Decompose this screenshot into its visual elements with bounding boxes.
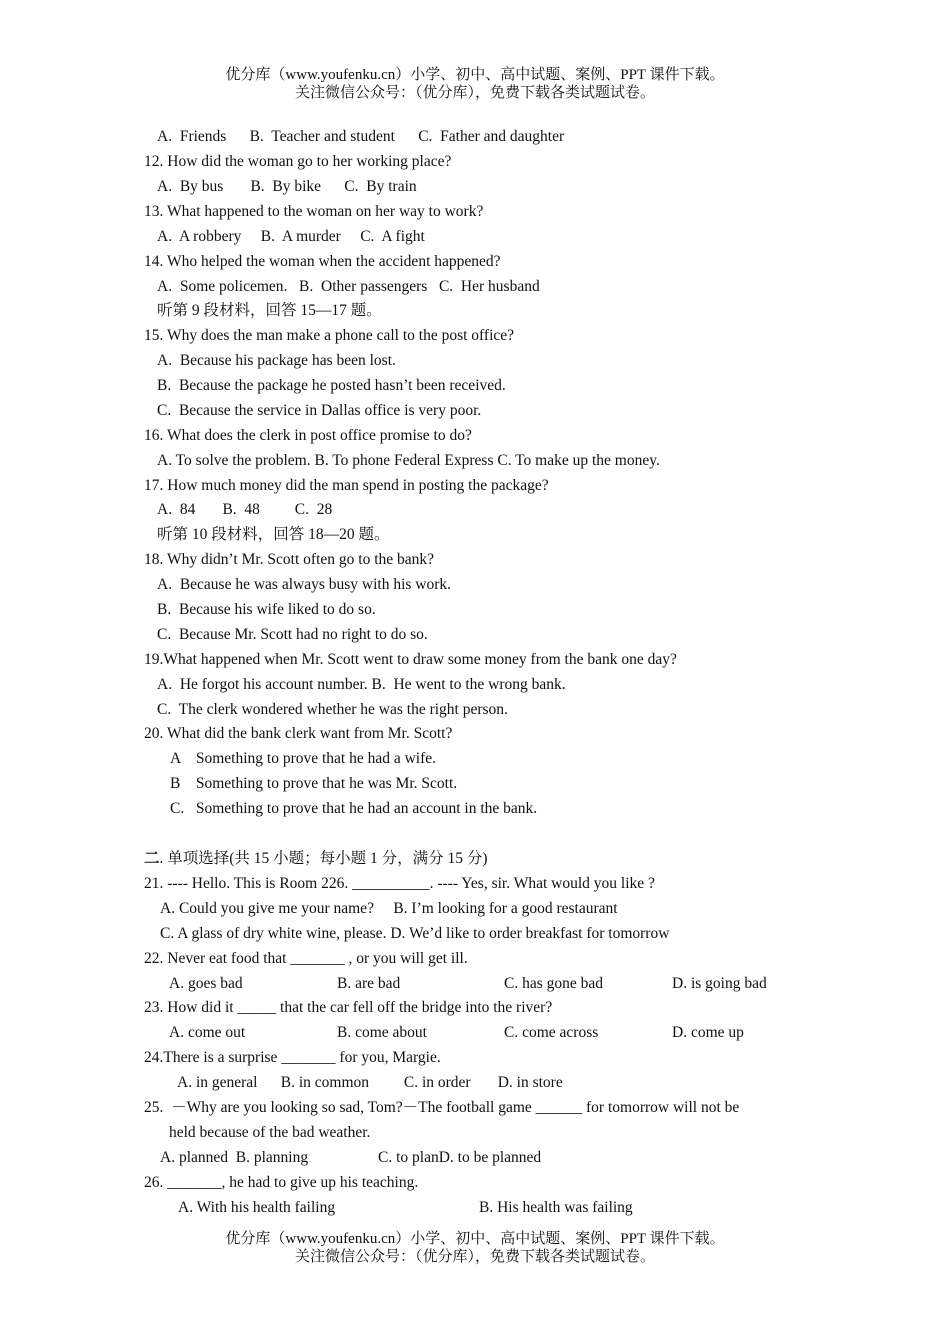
q23-option-c: C. come across — [504, 1024, 599, 1041]
q13-options: A. A robbery B. A murder C. A fight — [157, 228, 425, 245]
q26-option-a: A. With his health failing — [178, 1199, 336, 1216]
q25-question-line-2: held because of the bad weather. — [169, 1124, 371, 1141]
q18-option-c: C. Because Mr. Scott had no right to do so. — [157, 626, 428, 643]
q22-option-b: B. are bad — [337, 975, 401, 992]
q23-option-a: A. come out — [169, 1024, 246, 1041]
q14-question: 14. Who helped the woman when the accident happened? — [144, 253, 501, 270]
q20-question: 20. What did the bank clerk want from Mr. Scott? — [144, 725, 453, 742]
q18-question: 18. Why didn’t Mr. Scott often go to the bank? — [144, 551, 435, 568]
q23-option-b: B. come about — [337, 1024, 427, 1041]
q26-option-b: B. His health was failing — [479, 1199, 633, 1216]
q23-question: 23. How did it _____ that the car fell off the bridge into the river? — [144, 999, 553, 1016]
q12-question: 12. How did the woman go to her working place? — [144, 153, 452, 170]
q16-question: 16. What does the clerk in post office promise to do? — [144, 427, 472, 444]
q22-option-c: C. has gone bad — [504, 975, 604, 992]
section-2-title: . 单项选择(共 15 小题；每小题 1 分，满分 15 分) — [159, 850, 488, 867]
q25-options-ab: A. planned B. planning — [160, 1149, 309, 1166]
q23-option-d: D. come up — [672, 1024, 744, 1041]
header-line-1: 优分库（www.youfenku.cn）小学、初中、高中试题、案例、PPT 课件下载。 — [225, 67, 725, 83]
q26-question: 26. _______, he had to give up his teaching. — [144, 1174, 419, 1191]
q15-option-a: A. Because his package has been lost. — [157, 352, 396, 369]
q12-options: A. By bus B. By bike C. By train — [157, 178, 417, 195]
q24-options: A. in general B. in common C. in order D. in store — [177, 1074, 563, 1091]
q19-option-c: C. The clerk wondered whether he was the right person. — [157, 701, 508, 718]
header-line-2: 关注微信公众号：（优分库），免费下载各类试题试卷。 — [294, 85, 655, 101]
q20-option-b: B Something to prove that he was Mr. Scott. — [170, 775, 458, 792]
q19-question: 19.What happened when Mr. Scott went to draw some money from the bank one day? — [144, 651, 677, 668]
footer-line-1: 优分库（www.youfenku.cn）小学、初中、高中试题、案例、PPT 课件下载。 — [225, 1231, 725, 1247]
q19-options-ab: A. He forgot his account number. B. He went to the wrong bank. — [157, 676, 566, 693]
q18-option-b: B. Because his wife liked to do so. — [157, 601, 376, 618]
q15-option-b: B. Because the package he posted hasn’t been received. — [157, 377, 506, 394]
q21-question: 21. ---- Hello. This is Room 226. __________. ---- Yes, sir. What would you like ? — [144, 875, 655, 892]
q13-question: 13. What happened to the woman on her way to work? — [144, 203, 484, 220]
footer-line-2: 关注微信公众号：（优分库），免费下载各类试题试卷。 — [294, 1249, 655, 1265]
q20-option-a: A Something to prove that he had a wife. — [170, 750, 437, 767]
section-2-heading — [144, 849, 488, 869]
q22-option-d: D. is going bad — [672, 975, 767, 992]
q15-question: 15. Why does the man make a phone call to the post office? — [144, 327, 515, 344]
q21-options-cd: C. A glass of dry white wine, please. D. We’d like to order breakfast for tomorrow — [160, 925, 670, 942]
q21-options-ab: A. Could you give me your name? B. I’m looking for a good restaurant — [160, 900, 618, 917]
q22-question: 22. Never eat food that _______ , or you will get ill. — [144, 950, 468, 967]
q25-question-line-1: 25. －Why are you looking so sad, Tom?－The football game ______ for tomorrow will not be — [144, 1099, 740, 1116]
segment-9-instruction: 听第 9 段材料，回答 15—17 题。 — [157, 302, 382, 319]
q16-options: A. To solve the problem. B. To phone Federal Express C. To make up the money. — [157, 452, 660, 469]
q17-options: A. 84 B. 48 C. 28 — [157, 501, 333, 518]
q18-option-a: A. Because he was always busy with his work. — [157, 576, 452, 593]
section-2-number: 二 — [144, 850, 160, 867]
segment-10-instruction: 听第 10 段材料，回答 18—20 题。 — [157, 526, 390, 543]
q14-options: A. Some policemen. B. Other passengers C. Her husband — [157, 278, 540, 295]
q20-option-c: C. Something to prove that he had an account in the bank. — [170, 800, 538, 817]
q11-options: A. Friends B. Teacher and student C. Father and daughter — [157, 128, 565, 145]
q25-options-cd: C. to planD. to be planned — [378, 1149, 542, 1166]
q22-option-a: A. goes bad — [169, 975, 243, 992]
q17-question: 17. How much money did the man spend in posting the package? — [144, 477, 549, 494]
q24-question: 24.There is a surprise _______ for you, Margie. — [144, 1049, 441, 1066]
q15-option-c: C. Because the service in Dallas office is very poor. — [157, 402, 482, 419]
